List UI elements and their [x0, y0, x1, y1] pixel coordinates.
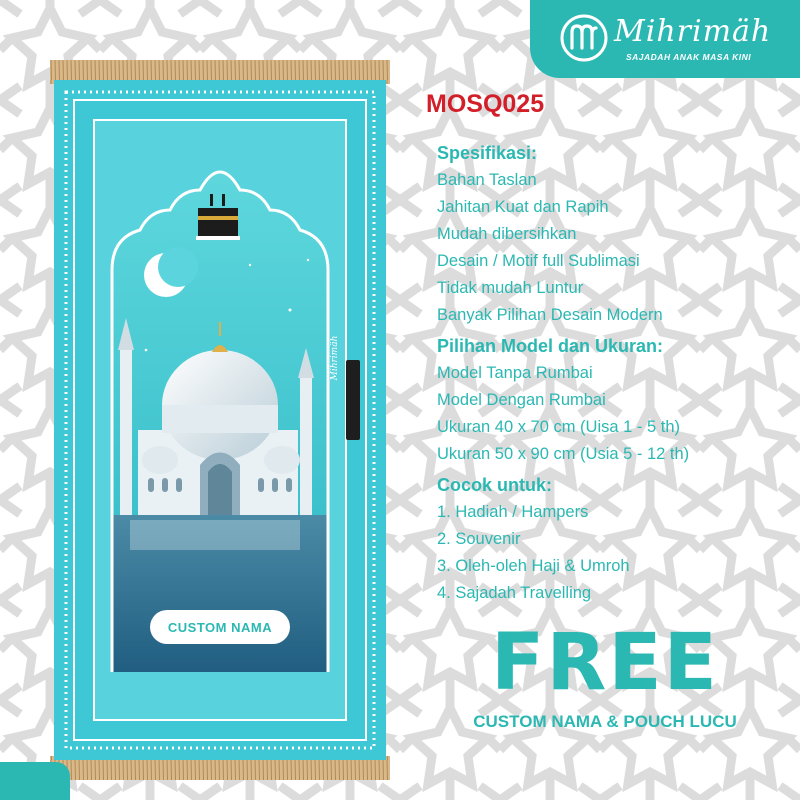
- spec-item: Desain / Motif full Sublimasi: [437, 252, 640, 270]
- prayer-rug-image: [50, 60, 390, 780]
- brand-logo-icon: [560, 14, 608, 62]
- model-item: Ukuran 40 x 70 cm (Uisa 1 - 5 th): [437, 418, 681, 436]
- uses-heading: Cocok untuk:: [437, 475, 552, 495]
- product-code: MOSQ025: [426, 90, 545, 118]
- spec-item: Mudah dibersihkan: [437, 225, 577, 243]
- uses-item: 3. Oleh-oleh Haji & Umroh: [437, 557, 630, 575]
- brand-name: Mihrimäh: [614, 14, 772, 49]
- rug-side-label: Mihrimäh: [330, 335, 340, 381]
- spec-item: Tidak mudah Luntur: [437, 279, 584, 297]
- model-item: Model Tanpa Rumbai: [437, 364, 593, 382]
- promo-subtitle: CUSTOM NAMA & POUCH LUCU: [473, 712, 737, 731]
- custom-name-label: CUSTOM NAMA: [167, 619, 273, 635]
- specification-list: [437, 140, 787, 607]
- uses-item: 1. Hadiah / Hampers: [437, 503, 589, 521]
- corner-decoration: [0, 762, 70, 800]
- spec-item: Jahitan Kuat dan Rapih: [437, 198, 609, 216]
- spec-item: Bahan Taslan: [437, 171, 537, 189]
- spec-item: Banyak Pilihan Desain Modern: [437, 306, 663, 324]
- promo-title: FREE: [491, 618, 719, 708]
- model-heading: Pilihan Model dan Ukuran:: [437, 336, 664, 356]
- custom-name-button[interactable]: [150, 610, 290, 644]
- uses-item: 4. Sajadah Travelling: [437, 584, 592, 602]
- model-item: Ukuran 50 x 90 cm (Usia 5 - 12 th): [437, 445, 690, 463]
- uses-item: 2. Souvenir: [437, 530, 521, 548]
- spec-heading: Spesifikasi:: [437, 143, 538, 163]
- brand-tagline: SAJADAH ANAK MASA KINI: [626, 52, 752, 62]
- model-item: Model Dengan Rumbai: [437, 391, 606, 409]
